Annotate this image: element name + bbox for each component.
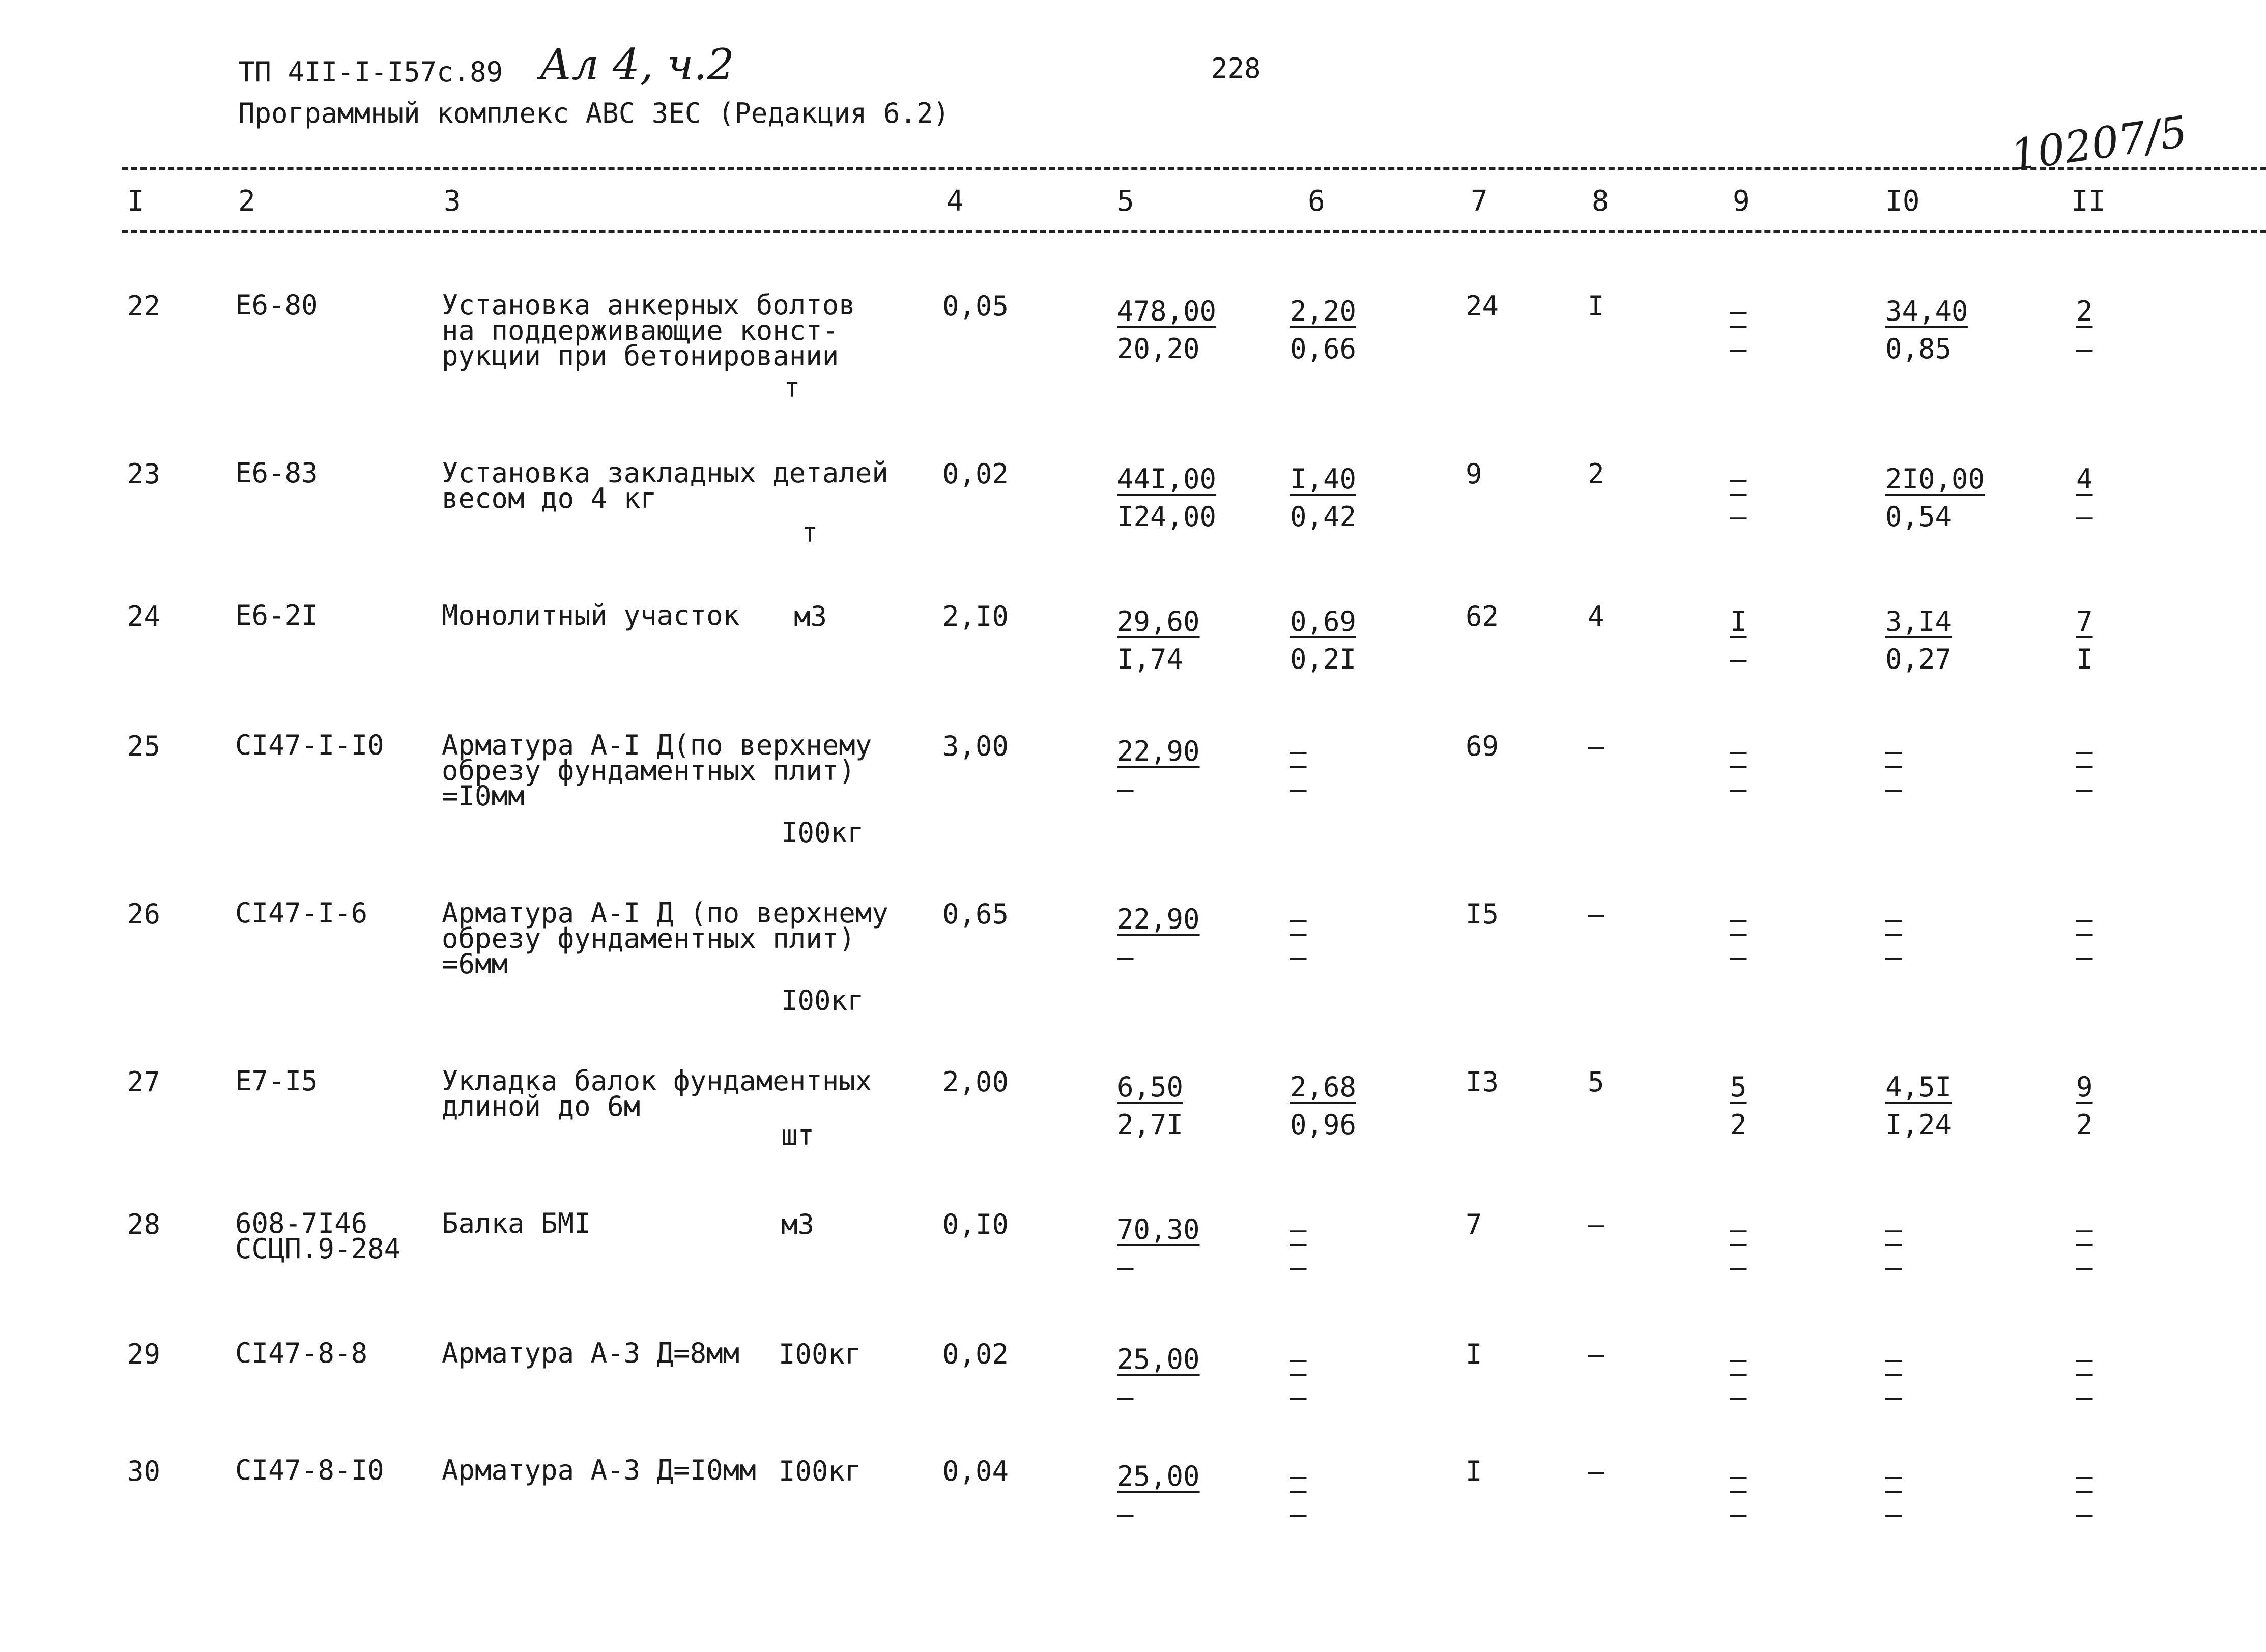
col10-top: 2I0,00 bbox=[1885, 463, 1985, 495]
table-row bbox=[0, 897, 2266, 1053]
col6-top: – bbox=[1290, 1213, 1307, 1245]
program-title: Программный комплекс АВС ЗЕС (Редакция 6.2) bbox=[238, 97, 950, 129]
col11-values bbox=[2076, 293, 2093, 368]
quantity: 0,05 bbox=[942, 290, 1009, 322]
col11-values bbox=[2076, 1458, 2093, 1533]
col6-bottom: – bbox=[1290, 941, 1307, 973]
col6-top: – bbox=[1290, 903, 1307, 935]
handwritten-reference: 10207/5 bbox=[2007, 106, 2191, 181]
col5-bottom: – bbox=[1117, 941, 1134, 973]
doc-code: ТП 4II-I-I57с.89 bbox=[238, 56, 503, 88]
col-header-8: 8 bbox=[1592, 185, 1609, 218]
col10-bottom: – bbox=[1885, 1381, 1902, 1413]
row-number: 28 bbox=[127, 1208, 161, 1240]
quantity: 3,00 bbox=[942, 730, 1009, 762]
col9-top: – bbox=[1730, 735, 1747, 767]
col9-top: – bbox=[1730, 1460, 1747, 1492]
col9-values bbox=[1730, 901, 1747, 976]
col-header-7: 7 bbox=[1471, 185, 1488, 218]
work-description: Балка БМI bbox=[442, 1207, 591, 1239]
col6-top: 0,69 bbox=[1290, 605, 1357, 637]
col6-bottom: – bbox=[1290, 1498, 1307, 1530]
col11-top: – bbox=[2076, 903, 2093, 935]
col10-bottom: I,24 bbox=[1885, 1109, 1952, 1141]
col7-value: I bbox=[1466, 1455, 1482, 1487]
col6-values bbox=[1290, 733, 1307, 808]
col10-bottom: 0,27 bbox=[1885, 643, 1952, 675]
col10-top: 3,I4 bbox=[1885, 605, 1952, 637]
col7-value: 62 bbox=[1466, 600, 1499, 632]
col10-values bbox=[1885, 1458, 1902, 1533]
col8-value: I bbox=[1588, 290, 1604, 322]
rate-code: Е6-80 bbox=[235, 289, 318, 321]
col9-values bbox=[1730, 460, 1747, 536]
row-number: 30 bbox=[127, 1455, 161, 1487]
col10-top: – bbox=[1885, 1213, 1902, 1245]
col5-values bbox=[1117, 603, 1200, 678]
col9-top: – bbox=[1730, 903, 1747, 935]
col6-values bbox=[1290, 460, 1356, 536]
col5-bottom: 2,7I bbox=[1117, 1109, 1184, 1141]
col5-top: 70,30 bbox=[1117, 1213, 1200, 1245]
col5-values bbox=[1117, 1068, 1183, 1144]
col10-bottom: – bbox=[1885, 1498, 1902, 1530]
col9-top: 5 bbox=[1730, 1071, 1747, 1103]
quantity: 0,04 bbox=[942, 1455, 1009, 1487]
col5-top: 478,00 bbox=[1117, 295, 1217, 327]
rate-code: Е7-I5 bbox=[235, 1065, 318, 1097]
col9-bottom: – bbox=[1730, 501, 1747, 533]
quantity: 0,02 bbox=[942, 458, 1009, 490]
col6-top: – bbox=[1290, 1343, 1307, 1375]
col10-values bbox=[1885, 1341, 1902, 1416]
col11-top: 2 bbox=[2076, 295, 2093, 327]
unit-of-measure: I00кг bbox=[779, 1338, 862, 1370]
col5-top: 25,00 bbox=[1117, 1343, 1200, 1375]
col10-bottom: 0,54 bbox=[1885, 501, 1952, 533]
col8-value: – bbox=[1588, 1455, 1604, 1487]
quantity: 0,65 bbox=[942, 898, 1009, 930]
col5-bottom: – bbox=[1117, 1381, 1134, 1413]
col10-bottom: 0,85 bbox=[1885, 333, 1952, 365]
col7-value: I5 bbox=[1466, 898, 1499, 930]
col9-top: – bbox=[1730, 463, 1747, 495]
unit-of-measure: т bbox=[784, 371, 800, 403]
unit-of-measure: I00кг bbox=[781, 817, 864, 849]
quantity: 2,I0 bbox=[942, 600, 1009, 632]
col6-values bbox=[1290, 1341, 1307, 1416]
col11-bottom: – bbox=[2076, 773, 2093, 805]
work-description: Укладка балок фундаментных длиной до 6м bbox=[442, 1065, 872, 1122]
col6-bottom: 0,96 bbox=[1290, 1109, 1357, 1141]
col10-values bbox=[1885, 901, 1902, 976]
work-description: Установка анкерных болтов на поддерживающие конст- рукции при бетонировании bbox=[442, 289, 855, 372]
col5-top: 22,90 bbox=[1117, 735, 1200, 767]
rate-code: СI47-8-8 bbox=[235, 1337, 368, 1369]
col11-bottom: 2 bbox=[2076, 1109, 2093, 1141]
col5-bottom: I24,00 bbox=[1117, 501, 1217, 533]
page-number: 228 bbox=[1211, 52, 1261, 84]
col9-values bbox=[1730, 1458, 1747, 1533]
col10-bottom: – bbox=[1885, 773, 1902, 805]
col9-values bbox=[1730, 1341, 1747, 1416]
work-description: Арматура А-3 Д=8мм bbox=[442, 1337, 740, 1369]
col-header-1: I bbox=[127, 185, 145, 218]
col11-values bbox=[2076, 901, 2093, 976]
row-number: 24 bbox=[127, 600, 161, 632]
quantity: 2,00 bbox=[942, 1066, 1009, 1098]
col5-values bbox=[1117, 460, 1216, 536]
col-header-3: 3 bbox=[444, 185, 461, 218]
col6-values bbox=[1290, 293, 1356, 368]
col11-values bbox=[2076, 1068, 2093, 1144]
unit-of-measure: I00кг bbox=[779, 1455, 862, 1487]
col9-bottom: – bbox=[1730, 1381, 1747, 1413]
row-number: 22 bbox=[127, 290, 161, 322]
col6-bottom: – bbox=[1290, 1381, 1307, 1413]
col9-values bbox=[1730, 293, 1747, 368]
col9-bottom: – bbox=[1730, 1498, 1747, 1530]
col9-bottom: – bbox=[1730, 773, 1747, 805]
col11-top: 9 bbox=[2076, 1071, 2093, 1103]
col11-bottom: – bbox=[2076, 1498, 2093, 1530]
col5-values bbox=[1117, 901, 1200, 976]
col7-value: I bbox=[1466, 1338, 1482, 1370]
col10-values bbox=[1885, 460, 1985, 536]
col9-bottom: – bbox=[1730, 643, 1747, 675]
col5-top: 22,90 bbox=[1117, 903, 1200, 935]
col-header-10: I0 bbox=[1885, 185, 1920, 218]
col11-top: – bbox=[2076, 1213, 2093, 1245]
quantity: 0,I0 bbox=[942, 1208, 1009, 1240]
col11-top: – bbox=[2076, 1343, 2093, 1375]
col9-values bbox=[1730, 1068, 1747, 1144]
col11-values bbox=[2076, 1211, 2093, 1286]
col9-bottom: 2 bbox=[1730, 1109, 1747, 1141]
col9-values bbox=[1730, 733, 1747, 808]
row-number: 27 bbox=[127, 1066, 161, 1098]
col11-bottom: – bbox=[2076, 501, 2093, 533]
col-header-2: 2 bbox=[238, 185, 255, 218]
col5-bottom: – bbox=[1117, 1251, 1134, 1283]
col6-values bbox=[1290, 901, 1307, 976]
col5-values bbox=[1117, 733, 1200, 808]
col5-bottom: – bbox=[1117, 773, 1134, 805]
work-description: Монолитный участок bbox=[442, 599, 740, 631]
col5-bottom: I,74 bbox=[1117, 643, 1184, 675]
header-rule-top bbox=[122, 167, 2266, 170]
col10-bottom: – bbox=[1885, 1251, 1902, 1283]
col-header-5: 5 bbox=[1117, 185, 1134, 218]
col10-top: 34,40 bbox=[1885, 295, 1968, 327]
col11-bottom: I bbox=[2076, 643, 2093, 675]
col5-bottom: – bbox=[1117, 1498, 1134, 1530]
col11-values bbox=[2076, 1341, 2093, 1416]
row-number: 23 bbox=[127, 458, 161, 490]
col8-value: 5 bbox=[1588, 1066, 1604, 1098]
col6-top: 2,68 bbox=[1290, 1071, 1357, 1103]
col11-bottom: – bbox=[2076, 1381, 2093, 1413]
col11-top: 4 bbox=[2076, 463, 2093, 495]
col-header-6: 6 bbox=[1308, 185, 1325, 218]
col10-bottom: – bbox=[1885, 941, 1902, 973]
col10-top: 4,5I bbox=[1885, 1071, 1952, 1103]
col6-bottom: 0,42 bbox=[1290, 501, 1357, 533]
rate-code: Е6-83 bbox=[235, 457, 318, 489]
row-number: 29 bbox=[127, 1338, 161, 1370]
col10-top: – bbox=[1885, 1460, 1902, 1492]
col10-values bbox=[1885, 1068, 1952, 1144]
col6-values bbox=[1290, 1068, 1356, 1144]
col10-top: – bbox=[1885, 735, 1902, 767]
table-row bbox=[0, 1454, 2266, 1610]
header-rule-bottom bbox=[122, 230, 2266, 233]
col10-values bbox=[1885, 293, 1968, 368]
unit-of-measure: м3 bbox=[794, 600, 827, 632]
col8-value: – bbox=[1588, 1338, 1604, 1370]
col7-value: 69 bbox=[1466, 730, 1499, 762]
col8-value: – bbox=[1588, 730, 1604, 762]
col5-values bbox=[1117, 1458, 1200, 1533]
col5-top: 44I,00 bbox=[1117, 463, 1217, 495]
col5-bottom: 20,20 bbox=[1117, 333, 1200, 365]
col6-top: I,40 bbox=[1290, 463, 1357, 495]
col7-value: 7 bbox=[1466, 1208, 1482, 1240]
table-row bbox=[0, 457, 2266, 613]
col11-top: 7 bbox=[2076, 605, 2093, 637]
col6-bottom: 0,2I bbox=[1290, 643, 1357, 675]
col6-values bbox=[1290, 1211, 1307, 1286]
col7-value: I3 bbox=[1466, 1066, 1499, 1098]
col10-values bbox=[1885, 733, 1902, 808]
col6-bottom: – bbox=[1290, 773, 1307, 805]
col10-top: – bbox=[1885, 1343, 1902, 1375]
col5-top: 25,00 bbox=[1117, 1460, 1200, 1492]
rate-code: СI47-I-6 bbox=[235, 897, 368, 929]
col9-top: – bbox=[1730, 1213, 1747, 1245]
col5-values bbox=[1117, 293, 1216, 368]
unit-of-measure: м3 bbox=[781, 1208, 815, 1240]
row-number: 26 bbox=[127, 898, 161, 930]
col9-bottom: – bbox=[1730, 1251, 1747, 1283]
col11-bottom: – bbox=[2076, 1251, 2093, 1283]
table-row bbox=[0, 729, 2266, 885]
handwritten-album-note: Ал 4, ч.2 bbox=[539, 40, 735, 90]
rate-code: 608-7I46 ССЦП.9-284 bbox=[235, 1207, 401, 1265]
col6-top: – bbox=[1290, 1460, 1307, 1492]
col10-values bbox=[1885, 1211, 1902, 1286]
col5-values bbox=[1117, 1211, 1200, 1286]
col9-top: – bbox=[1730, 1343, 1747, 1375]
rate-code: СI47-8-I0 bbox=[235, 1454, 384, 1486]
col5-top: 29,60 bbox=[1117, 605, 1200, 637]
rate-code: СI47-I-I0 bbox=[235, 729, 384, 761]
work-description: Арматура А-3 Д=I0мм bbox=[442, 1454, 756, 1486]
col9-values bbox=[1730, 1211, 1747, 1286]
col7-value: 9 bbox=[1466, 458, 1482, 490]
col11-bottom: – bbox=[2076, 333, 2093, 365]
table-row bbox=[0, 1065, 2266, 1221]
unit-of-measure: шт bbox=[781, 1119, 815, 1151]
col6-bottom: – bbox=[1290, 1251, 1307, 1283]
col11-values bbox=[2076, 733, 2093, 808]
work-description: Арматура А-I Д (по верхнему обрезу фундаментных плит) =6мм bbox=[442, 897, 888, 980]
work-description: Арматура А-I Д(по верхнему обрезу фундаментных плит) =I0мм bbox=[442, 729, 872, 812]
col8-value: 2 bbox=[1588, 458, 1604, 490]
col11-bottom: – bbox=[2076, 941, 2093, 973]
col8-value: – bbox=[1588, 1208, 1604, 1240]
work-description: Установка закладных деталей весом до 4 кг bbox=[442, 457, 888, 514]
col9-bottom: – bbox=[1730, 333, 1747, 365]
col9-top: – bbox=[1730, 295, 1747, 327]
col6-top: 2,20 bbox=[1290, 295, 1357, 327]
col8-value: 4 bbox=[1588, 600, 1604, 632]
col6-values bbox=[1290, 603, 1356, 678]
table-row bbox=[0, 289, 2266, 445]
col10-values bbox=[1885, 603, 1952, 678]
col9-top: I bbox=[1730, 605, 1747, 637]
col9-values bbox=[1730, 603, 1747, 678]
unit-of-measure: т bbox=[801, 516, 818, 548]
col11-values bbox=[2076, 460, 2093, 536]
col9-bottom: – bbox=[1730, 941, 1747, 973]
col-header-4: 4 bbox=[946, 185, 964, 218]
col7-value: 24 bbox=[1466, 290, 1499, 322]
row-number: 25 bbox=[127, 730, 161, 762]
col6-values bbox=[1290, 1458, 1307, 1533]
unit-of-measure: I00кг bbox=[781, 984, 864, 1017]
col-header-11: II bbox=[2071, 185, 2106, 218]
col5-values bbox=[1117, 1341, 1200, 1416]
col5-top: 6,50 bbox=[1117, 1071, 1184, 1103]
quantity: 0,02 bbox=[942, 1338, 1009, 1370]
col8-value: – bbox=[1588, 898, 1604, 930]
col-header-9: 9 bbox=[1733, 185, 1750, 218]
col10-top: – bbox=[1885, 903, 1902, 935]
col6-bottom: 0,66 bbox=[1290, 333, 1357, 365]
rate-code: Е6-2I bbox=[235, 599, 318, 631]
col11-values bbox=[2076, 603, 2093, 678]
col6-top: – bbox=[1290, 735, 1307, 767]
col11-top: – bbox=[2076, 1460, 2093, 1492]
col11-top: – bbox=[2076, 735, 2093, 767]
